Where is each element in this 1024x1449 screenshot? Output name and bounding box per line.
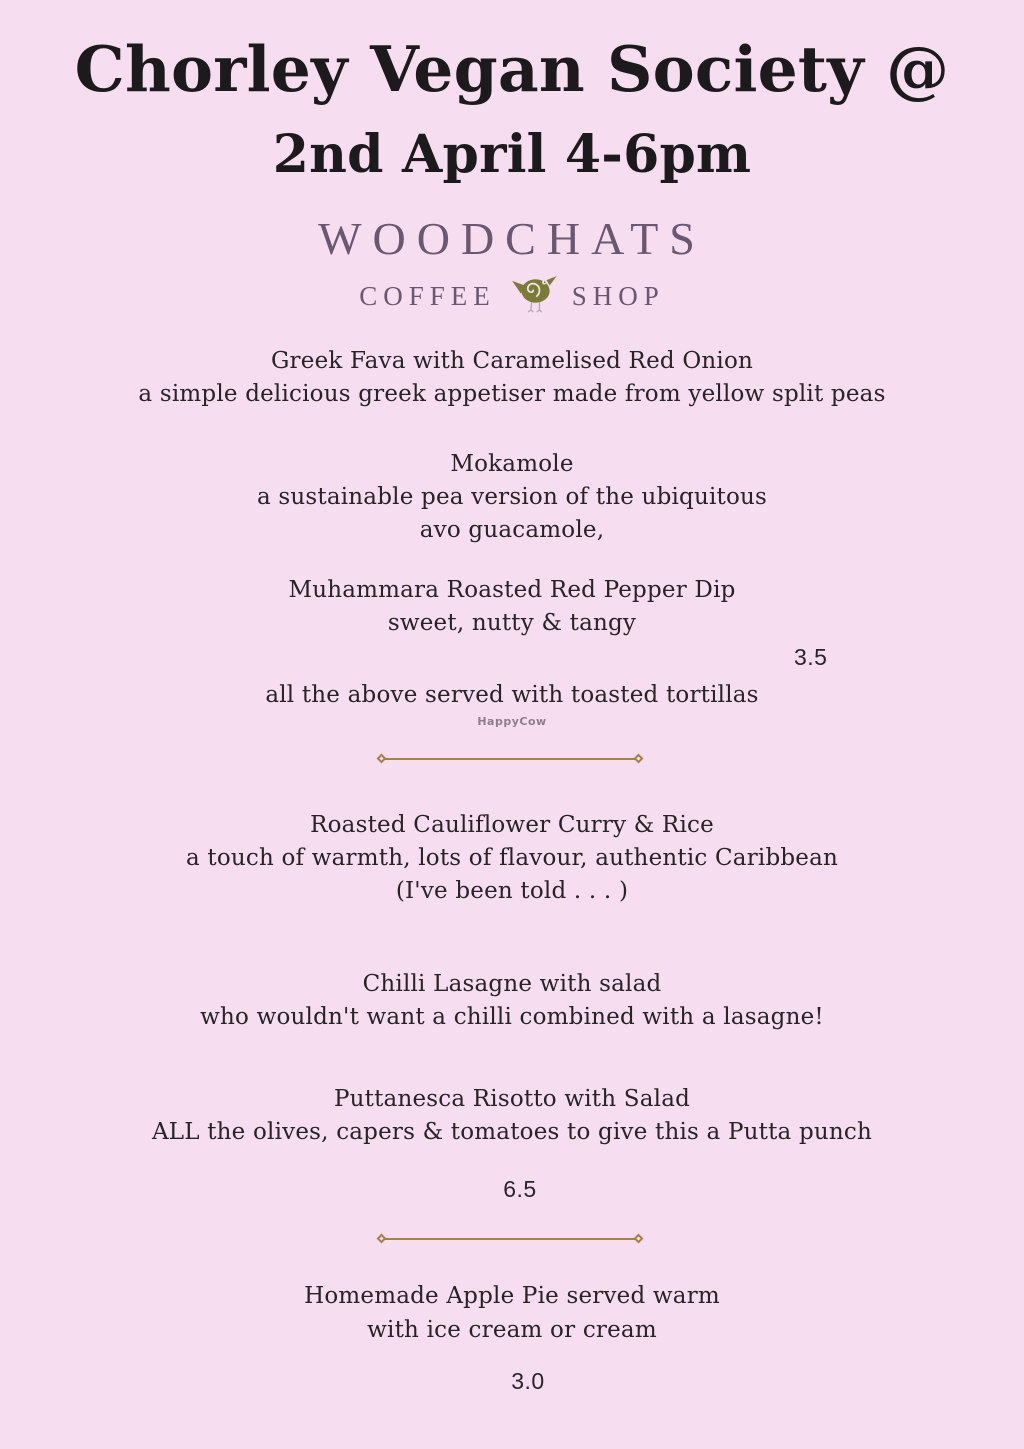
logo-coffee-label: COFFEE (359, 281, 496, 311)
menu-item-desc: a simple delicious greek appetiser made from yellow split peas (138, 381, 886, 407)
menu-item-desc: with ice cream or cream (367, 1317, 657, 1343)
menu-item-name: Puttanesca Risotto with Salad (333, 1086, 691, 1112)
menu-item-name: Roasted Cauliflower Curry & Rice (310, 812, 714, 838)
happycow-watermark: HappyCow (477, 715, 547, 728)
menu-item-desc: avo guacamole, (419, 517, 605, 543)
menu-item-name: Mokamole (450, 451, 574, 477)
divider-diamond-icon (377, 754, 387, 764)
menu-item-desc: sweet, nutty & tangy (387, 610, 637, 636)
menu-item-desc: a touch of warmth, lots of flavour, authentic Caribbean (185, 845, 839, 871)
page-title: Chorley Vegan Society @ (74, 32, 950, 106)
divider-diamond-icon (634, 754, 644, 764)
section-divider (378, 755, 642, 762)
divider-line (384, 1238, 636, 1240)
logo-subline (0, 272, 1024, 321)
menu-item-desc: a sustainable pea version of the ubiquitous (256, 484, 768, 510)
menu-item-desc: who wouldn't want a chilli combined with a lasagne! (200, 1004, 824, 1030)
starters-footnote: all the above served with toasted tortillas (265, 682, 759, 708)
menu-item-desc: ALL the olives, capers & tomatoes to give this a Putta punch (151, 1119, 873, 1145)
section-divider (378, 1235, 642, 1242)
menu-item-name: Homemade Apple Pie served warm (304, 1283, 720, 1309)
logo-name: WOODCHATS (318, 213, 706, 264)
divider-diamond-icon (377, 1234, 387, 1244)
dessert-price: 3.0 (511, 1368, 545, 1394)
menu-item-name: Greek Fava with Caramelised Red Onion (270, 348, 754, 374)
menu-item-name: Chilli Lasagne with salad (362, 971, 662, 997)
event-date: 2nd April 4-6pm (272, 124, 752, 185)
bird-icon (509, 272, 559, 321)
mains-price: 6.5 (503, 1176, 537, 1202)
divider-diamond-icon (634, 1234, 644, 1244)
divider-line (384, 758, 636, 760)
menu-item-name: Muhammara Roasted Red Pepper Dip (288, 577, 736, 603)
logo-shop-label: SHOP (571, 281, 665, 311)
starters-price: 3.5 (794, 644, 828, 670)
menu-item-desc: (I've been told . . . ) (395, 878, 629, 904)
